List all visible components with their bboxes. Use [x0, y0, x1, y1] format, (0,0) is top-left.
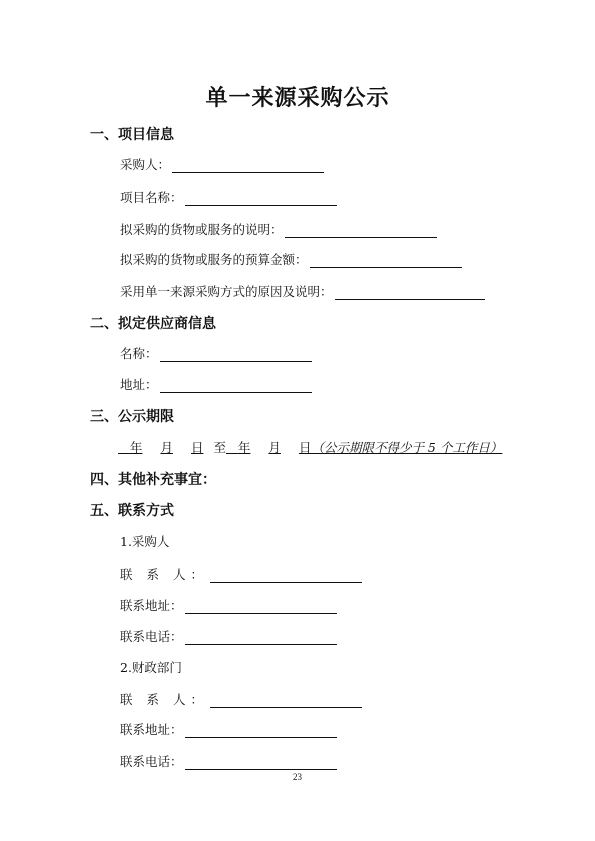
- field-label: 地址：: [120, 377, 158, 392]
- field-project-name: [120, 188, 337, 206]
- field-label: 采购人：: [120, 157, 171, 172]
- field-label: 联系电话：: [120, 754, 183, 769]
- fill-in-line[interactable]: [185, 599, 337, 614]
- field-label: 联系电话：: [120, 629, 183, 644]
- fill-in-line[interactable]: [185, 755, 337, 770]
- section-heading-project-info: 一、项目信息: [90, 127, 174, 143]
- field-label: 联系地址：: [120, 722, 183, 737]
- field-label: 联 系 人：: [120, 692, 208, 707]
- fill-in-line[interactable]: [210, 693, 362, 708]
- contact-group-finance-dept: [120, 658, 182, 676]
- field-contact-address: [120, 596, 337, 614]
- field-contact-person: [120, 565, 362, 583]
- group-label: 2.财政部门: [120, 660, 182, 675]
- section-heading-other-matters: 四、其他补充事宜：: [90, 472, 216, 488]
- month-label: 月: [268, 440, 281, 455]
- field-purchaser: [120, 155, 324, 173]
- field-label: 采用单一来源采购方式的原因及说明：: [120, 284, 333, 299]
- fill-in-line[interactable]: [185, 191, 337, 206]
- to-label: 至: [213, 440, 226, 455]
- day-label: 日: [298, 440, 312, 455]
- section-heading-notice-period: 三、公示期限: [90, 409, 174, 425]
- period-note: （公示期限不得少于 5 个工作日）: [311, 440, 503, 455]
- field-contact-address: [120, 720, 337, 738]
- blank[interactable]: [226, 440, 238, 455]
- group-label: 1.采购人: [120, 534, 170, 549]
- page-number: 23: [293, 772, 302, 782]
- month-label: 月: [160, 440, 173, 455]
- field-supplier-name: [120, 344, 312, 362]
- field-budget-amount: [120, 250, 462, 268]
- notice-period-line: [118, 438, 502, 456]
- day-label: 日: [190, 440, 204, 455]
- fill-in-line[interactable]: [335, 285, 485, 300]
- year-label: 年: [237, 440, 251, 455]
- field-label: 联 系 人：: [120, 567, 208, 582]
- field-contact-phone: [120, 627, 337, 645]
- fill-in-line[interactable]: [210, 568, 362, 583]
- blank[interactable]: [118, 440, 130, 455]
- field-label: 拟采购的货物或服务的说明：: [120, 222, 283, 237]
- fill-in-line[interactable]: [185, 723, 337, 738]
- field-contact-person: [120, 690, 362, 708]
- field-contact-phone: [120, 752, 337, 770]
- field-reason: [120, 282, 485, 300]
- fill-in-line[interactable]: [310, 253, 462, 268]
- field-label: 拟采购的货物或服务的预算金额：: [120, 252, 308, 267]
- field-supplier-address: [120, 375, 312, 393]
- fill-in-line[interactable]: [285, 223, 437, 238]
- section-heading-supplier-info: 二、拟定供应商信息: [90, 316, 216, 332]
- contact-group-purchaser: [120, 532, 169, 550]
- fill-in-line[interactable]: [160, 347, 312, 362]
- fill-in-line[interactable]: [160, 378, 312, 393]
- document-title: 单一来源采购公示: [205, 86, 390, 111]
- fill-in-line[interactable]: [185, 630, 337, 645]
- fill-in-line[interactable]: [172, 158, 324, 173]
- field-label: 联系地址：: [120, 598, 183, 613]
- year-label: 年: [129, 440, 143, 455]
- section-heading-contact: 五、联系方式: [90, 503, 174, 519]
- field-label: 项目名称：: [120, 190, 183, 205]
- field-goods-description: [120, 220, 437, 238]
- field-label: 名称：: [120, 346, 158, 361]
